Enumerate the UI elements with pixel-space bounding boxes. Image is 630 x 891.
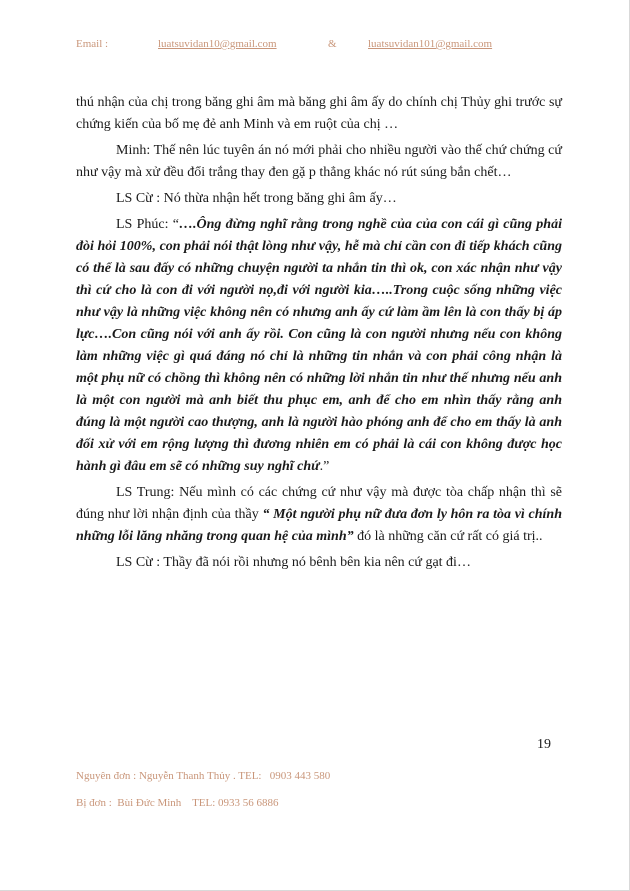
footer-plaintiff: Nguyên đơn : Nguyễn Thanh Thủy . TEL: 0903 443 580: [76, 770, 331, 782]
document-body: [76, 92, 562, 578]
footer-defendant: Bị đơn : Bùi Đức Minh TEL: 0933 56 6886: [76, 797, 279, 809]
email-link-2[interactable]: luatsuvidan101@gmail.com: [368, 38, 493, 50]
paragraph-text-before: LS Trung: Nếu mình có các chứng cứ như vậy mà được tòa chấp nhận thì sẽ đúng như lời nhận định của thầy: [76, 485, 562, 522]
speaker-label: LS Phúc: “: [116, 217, 179, 232]
email-label: Email :: [76, 38, 109, 50]
quoted-speech: “ Một người phụ nữ đưa đơn ly hôn ra tòa vì chính những lỗi lăng nhăng trong quan hệ của mình”: [76, 507, 562, 544]
paragraph-6: LS Cừ : Thầy đã nói rồi nhưng nó bênh bên kia nên cứ gạt đi…: [116, 555, 471, 570]
paragraph-text-after: đó là những căn cứ rất có giá trị..: [353, 529, 543, 544]
quoted-speech: ….Ông đừng nghĩ rằng trong nghề của của con cái gì cũng phải đòi hỏi 100%, con phải nói thật lòng như vậy, hễ mà chỉ cần con đi tiếp khách cũng có thể là sau đấy có những chuyện người ta nhắn tin thì ok, con xác nhận như vậy thì cứ cho là con đi với người nọ,đi với người kia…..Trong cuộc sống những việc như vậy là những việc không nên có nhưng anh ấy cứ làm ầm lên là con thấy bị áp lực….Con cũng nói với anh ấy rồi. Con cũng là con người nhưng nếu con không làm những việc gì quá đáng nó chỉ là những tin nhắn và con phải công nhận là một phụ nữ có chồng thì không nên có những lời nhắn tin như thế nhưng nếu anh là một con người mà anh biết thu phục em, anh để cho em nhìn thấy rằng anh đúng là một người cao thượng, anh là người hào phóng anh để cho em thấy là anh đối xử với em rộng lượng thì đương nhiên em có phải là cái con không được học hành gì đâu em sẽ có những suy nghĩ chứ: [76, 217, 562, 474]
paragraph-3: LS Cừ : Nó thừa nhận hết trong băng ghi âm ấy…: [116, 191, 397, 206]
paragraph-5: [76, 482, 562, 548]
page-number: 19: [537, 737, 551, 752]
quote-end: .”: [319, 459, 330, 474]
email-link-1[interactable]: luatsuvidan10@gmail.com: [158, 38, 277, 50]
page-header: [76, 38, 589, 54]
email-separator: &: [328, 38, 337, 50]
paragraph-2: Minh: Thế nên lúc tuyên án nó mới phải cho nhiều người vào thế chứ chứng cứ như vậy mà xử đều đổi trắng thay đen gặ p thẳng khác nó rút súng bắn chết…: [76, 143, 562, 180]
paragraph-4: [76, 214, 562, 478]
paragraph-1: thú nhận của chị trong băng ghi âm mà băng ghi âm ấy do chính chị Thủy ghi trước sự chứng kiến của bố mẹ đẻ anh Minh và em ruột của chị …: [76, 95, 562, 132]
